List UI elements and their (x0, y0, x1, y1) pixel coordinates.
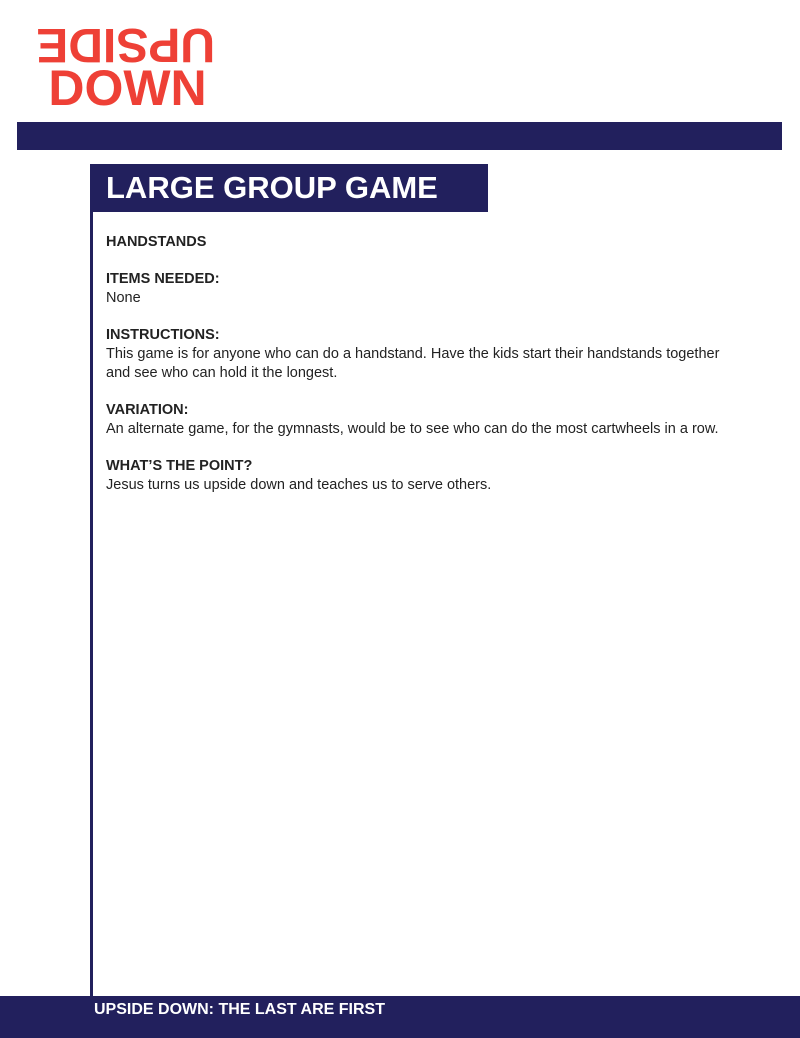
section-items-needed (106, 270, 746, 308)
footer-text: UPSIDE DOWN: THE LAST ARE FIRST (94, 1001, 385, 1018)
section-body: None (106, 290, 141, 306)
section-heading: VARIATION: (106, 402, 189, 418)
section-point (106, 457, 746, 495)
logo-upside-text: UPSIDE (36, 18, 215, 71)
page-title: LARGE GROUP GAME (90, 164, 488, 212)
section-variation (106, 401, 746, 439)
section-instructions (106, 326, 746, 383)
section-body: Jesus turns us upside down and teaches us to serve others. (106, 477, 492, 493)
section-body: An alternate game, for the gymnasts, would be to see who can do the most cartwheels in a row. (106, 421, 719, 437)
logo (36, 18, 215, 116)
game-name: HANDSTANDS (106, 234, 207, 250)
section-heading: INSTRUCTIONS: (106, 327, 220, 343)
section-body: This game is for anyone who can do a handstand. Have the kids start their handstands together and see who can hold it the longest. (106, 346, 720, 381)
header-band (17, 122, 782, 150)
left-rule (90, 164, 93, 1000)
logo-down-text: DOWN (48, 60, 207, 116)
footer-band (0, 996, 800, 1038)
section-heading: WHAT’S THE POINT? (106, 458, 253, 474)
section-heading: ITEMS NEEDED: (106, 271, 220, 287)
content (106, 232, 746, 495)
